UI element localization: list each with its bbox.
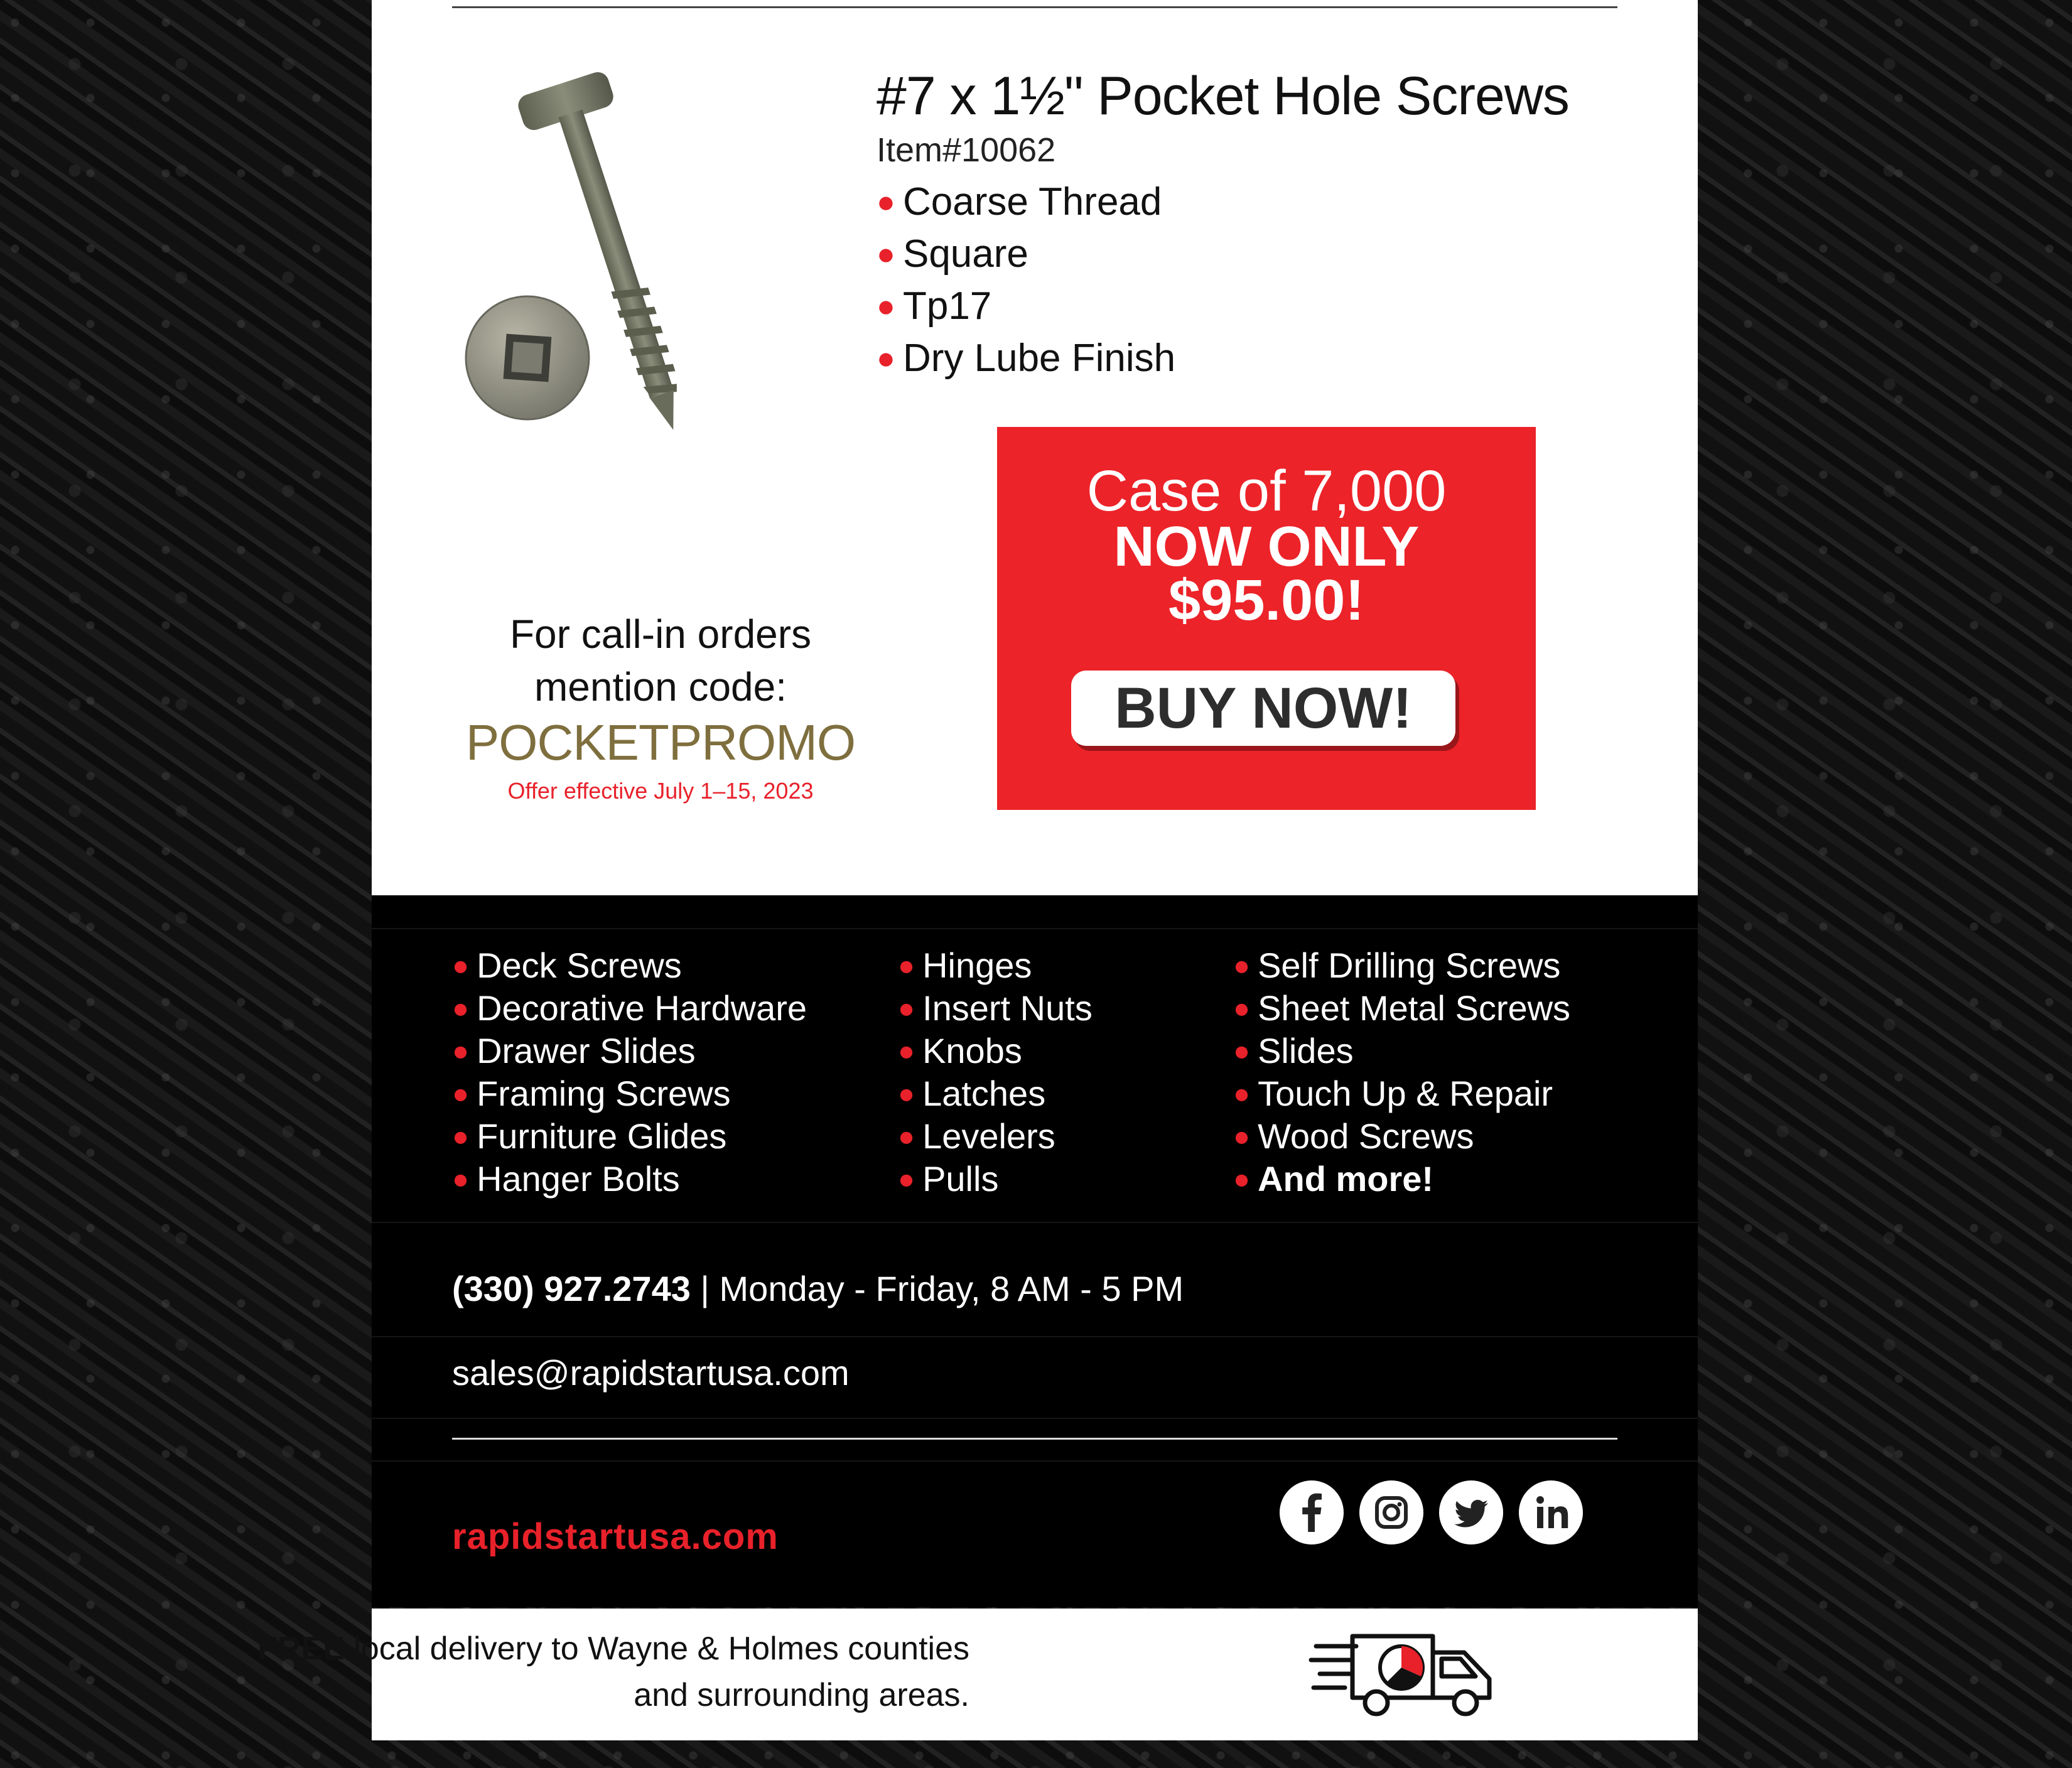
- category-column-1: [452, 944, 807, 1200]
- feature-item: ● Tp17: [877, 284, 992, 328]
- promo-price: $95.00!: [1168, 568, 1365, 632]
- category-item[interactable]: ● Slides: [1233, 1031, 1354, 1070]
- bullet-icon: ●: [898, 993, 915, 1025]
- promo-case-text: Case of 7,000: [1086, 459, 1447, 523]
- category-column-3: [1233, 944, 1570, 1200]
- bullet-icon: ●: [452, 993, 470, 1025]
- callin-line-1: For call-in orders: [509, 612, 812, 657]
- delivery-truck-icon: [1307, 1621, 1502, 1722]
- delivery-text-line-1: FREE local delivery to Wayne & Holmes counties: [257, 1631, 969, 1667]
- category-item[interactable]: ● Sheet Metal Screws: [1233, 988, 1571, 1028]
- bullet-icon: ●: [898, 1163, 915, 1195]
- category-item[interactable]: ● Drawer Slides: [452, 1031, 696, 1070]
- category-item[interactable]: ● Knobs: [898, 1031, 1022, 1070]
- bullet-icon: ●: [898, 1035, 915, 1067]
- category-item[interactable]: ● Levelers: [898, 1116, 1055, 1156]
- buy-now-button[interactable]: BUY NOW!: [1071, 671, 1455, 746]
- category-item[interactable]: ● Furniture Glides: [452, 1116, 727, 1156]
- category-item[interactable]: ● Wood Screws: [1233, 1116, 1474, 1156]
- bullet-icon: ●: [1233, 1121, 1251, 1153]
- bullet-icon: ●: [877, 288, 895, 324]
- contact-email[interactable]: sales@rapidstartusa.com: [452, 1353, 850, 1393]
- category-item[interactable]: ● Touch Up & Repair: [1233, 1074, 1553, 1113]
- category-item[interactable]: ● Latches: [898, 1074, 1046, 1113]
- promo-now-only: NOW ONLY: [1113, 515, 1420, 578]
- website-link[interactable]: rapidstartusa.com: [452, 1516, 779, 1557]
- category-item[interactable]: ● Self Drilling Screws: [1233, 946, 1561, 985]
- bullet-icon: ●: [877, 184, 895, 220]
- category-item[interactable]: ● Deck Screws: [452, 946, 682, 985]
- category-item[interactable]: ● Decorative Hardware: [452, 988, 807, 1028]
- bullet-icon: ●: [1233, 1035, 1251, 1067]
- category-item[interactable]: ● Pulls: [898, 1159, 999, 1199]
- section-divider: [372, 1418, 1698, 1419]
- bullet-icon: ●: [898, 1121, 915, 1153]
- bullet-icon: ●: [1233, 950, 1251, 982]
- feature-list: [877, 176, 1175, 384]
- feature-item: ● Dry Lube Finish: [877, 337, 1176, 380]
- offer-dates: Offer effective July 1–15, 2023: [507, 778, 814, 804]
- category-item[interactable]: ● Hinges: [898, 946, 1032, 985]
- category-item[interactable]: ● Insert Nuts: [898, 988, 1093, 1028]
- free-label: FREE: [257, 1631, 345, 1667]
- business-hours: | Monday - Friday, 8 AM - 5 PM: [690, 1269, 1184, 1308]
- linkedin-icon[interactable]: [1519, 1480, 1583, 1544]
- category-item-more[interactable]: ● And more!: [1233, 1159, 1434, 1199]
- bullet-icon: ●: [877, 236, 895, 272]
- callin-info: [409, 608, 912, 810]
- feature-item: ● Coarse Thread: [877, 180, 1162, 224]
- promo-code: POCKETPROMO: [465, 714, 856, 770]
- footer-divider: [452, 1438, 1617, 1440]
- bullet-icon: ●: [452, 950, 470, 982]
- facebook-icon[interactable]: [1280, 1480, 1344, 1544]
- bullet-icon: ●: [452, 1163, 470, 1195]
- section-divider: [372, 1460, 1698, 1462]
- section-divider: [372, 928, 1698, 929]
- top-divider: [452, 6, 1617, 8]
- bullet-icon: ●: [452, 1121, 470, 1153]
- bullet-icon: ●: [898, 950, 915, 982]
- bullet-icon: ●: [877, 340, 895, 376]
- section-divider: [372, 1222, 1698, 1223]
- bullet-icon: ●: [1233, 1078, 1251, 1110]
- bullet-icon: ●: [452, 1078, 470, 1110]
- product-title: #7 x 1½" Pocket Hole Screws: [877, 66, 1569, 126]
- twitter-icon[interactable]: [1439, 1480, 1503, 1544]
- contact-phone-hours: [452, 1268, 1184, 1309]
- section-divider: [372, 1336, 1698, 1337]
- callin-line-2: mention code:: [534, 664, 787, 709]
- bullet-icon: ●: [898, 1078, 915, 1110]
- category-item[interactable]: ● Hanger Bolts: [452, 1159, 680, 1199]
- delivery-text-line-2: and surrounding areas.: [634, 1677, 969, 1713]
- promo-banner[interactable]: [997, 427, 1536, 810]
- screw-product-image: [460, 63, 748, 502]
- phone-number[interactable]: (330) 927.2743: [452, 1269, 691, 1308]
- category-column-2: [898, 944, 1093, 1200]
- email-body: [257, 0, 1698, 1740]
- category-item[interactable]: ● Framing Screws: [452, 1074, 731, 1113]
- bullet-icon: ●: [452, 1035, 470, 1067]
- instagram-icon[interactable]: [1359, 1480, 1423, 1544]
- item-number: Item#10062: [877, 131, 1056, 169]
- bullet-icon: ●: [1233, 1163, 1251, 1195]
- feature-item: ● Square: [877, 232, 1028, 276]
- bullet-icon: ●: [1233, 993, 1251, 1025]
